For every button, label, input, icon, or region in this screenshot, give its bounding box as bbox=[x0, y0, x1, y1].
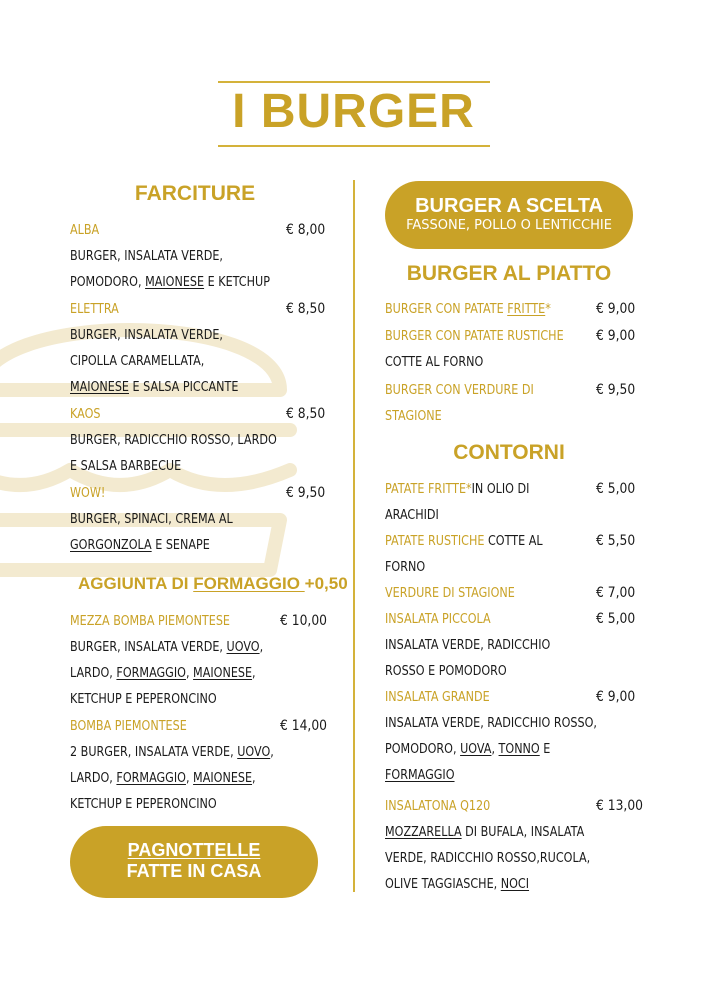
farciture-heading: FARCITURE bbox=[134, 182, 256, 205]
burger-a-scelta-sub: FASSONE, POLLO O LENTICCHIE bbox=[406, 218, 612, 233]
pagnottelle-line2: FATTE IN CASA bbox=[126, 861, 262, 881]
menu-item-price: € 7,00 bbox=[596, 585, 636, 601]
menu-item bbox=[70, 609, 263, 713]
menu-line bbox=[70, 661, 263, 687]
menu-line bbox=[385, 607, 550, 633]
menu-text: POMODORO, bbox=[70, 275, 146, 290]
menu-line bbox=[385, 378, 534, 404]
underlined-text: NOCI bbox=[500, 877, 530, 892]
menu-item-price: € 5,00 bbox=[596, 481, 636, 497]
menu-text: E bbox=[539, 742, 551, 757]
menu-line bbox=[385, 685, 597, 711]
menu-line bbox=[385, 555, 543, 581]
underlined-text: FORMAGGIO bbox=[116, 771, 186, 787]
menu-text: E SALSA PICCANTE bbox=[128, 379, 239, 395]
menu-line bbox=[70, 270, 270, 296]
menu-text: CIPOLLA CARAMELLATA, bbox=[70, 353, 205, 369]
menu-text: LARDO, bbox=[70, 666, 117, 681]
menu-text: DI BUFALA, INSALATA bbox=[461, 825, 585, 840]
menu-item-name: WOW! bbox=[70, 486, 106, 501]
menu-line bbox=[385, 404, 534, 430]
menu-text: INSALATA VERDE, RADICCHIO bbox=[385, 638, 551, 653]
menu-line bbox=[70, 740, 274, 766]
burger-a-scelta-title: BURGER A SCELTA bbox=[415, 195, 603, 217]
menu-line bbox=[70, 349, 238, 375]
underlined-text: UOVA bbox=[460, 742, 492, 757]
menu-line bbox=[385, 737, 597, 763]
menu-line bbox=[385, 297, 551, 323]
menu-text: BURGER CON PATATE bbox=[385, 302, 508, 317]
underlined-text: MOZZARELLA bbox=[385, 825, 462, 840]
menu-item bbox=[70, 714, 274, 818]
menu-text: BURGER, INSALATA VERDE, bbox=[70, 249, 223, 264]
menu-item bbox=[385, 324, 564, 376]
menu-text: INSALATA PICCOLA bbox=[385, 612, 491, 627]
page-title: I BURGER bbox=[232, 85, 475, 138]
menu-text: LARDO, bbox=[70, 771, 117, 787]
underlined-text: GORGONZOLA bbox=[70, 538, 152, 553]
menu-line bbox=[70, 375, 238, 401]
menu-text: BURGER CON PATATE RUSTICHE bbox=[385, 329, 564, 344]
menu-line bbox=[70, 635, 263, 661]
aggiunta-formaggio bbox=[78, 574, 348, 594]
menu-line bbox=[70, 244, 270, 270]
menu-text: E SALSA BARBECUE bbox=[70, 459, 182, 475]
menu-item bbox=[70, 481, 233, 559]
menu-item-price: € 8,50 bbox=[286, 406, 326, 423]
menu-line bbox=[385, 503, 529, 529]
menu-item-price: € 13,00 bbox=[596, 798, 644, 814]
underlined-text: MAIONESE bbox=[145, 275, 205, 290]
menu-line bbox=[385, 820, 590, 846]
menu-text: E KETCHUP bbox=[204, 275, 270, 290]
menu-line bbox=[385, 581, 515, 607]
menu-text: VERDURE DI STAGIONE bbox=[385, 586, 515, 601]
menu-text: COTTE AL bbox=[484, 534, 543, 549]
aggiunta-suffix: +0,50 bbox=[304, 574, 348, 593]
menu-item bbox=[385, 529, 543, 581]
menu-line bbox=[385, 324, 564, 350]
menu-text: INSALATA GRANDE bbox=[385, 690, 490, 705]
menu-item bbox=[385, 477, 529, 529]
menu-text: , bbox=[259, 640, 264, 655]
menu-line bbox=[70, 533, 233, 559]
menu-item bbox=[385, 794, 590, 898]
burger-a-scelta-badge bbox=[385, 181, 633, 249]
menu-text: IN OLIO DI bbox=[471, 482, 530, 497]
menu-item-price: € 10,00 bbox=[280, 613, 328, 629]
menu-line bbox=[385, 763, 597, 789]
menu-item bbox=[385, 378, 534, 430]
menu-text: PATATE RUSTICHE bbox=[385, 534, 485, 549]
menu-text: , bbox=[252, 666, 256, 681]
menu-line bbox=[70, 687, 263, 713]
menu-line bbox=[385, 794, 590, 820]
contorni-heading: CONTORNI bbox=[453, 441, 565, 464]
underlined-text: FORMAGGIO bbox=[116, 666, 186, 681]
title-bottom-rule bbox=[218, 145, 490, 147]
menu-line bbox=[70, 454, 277, 480]
menu-item-price: € 8,50 bbox=[286, 300, 326, 317]
menu-text: 2 BURGER, INSALATA VERDE, bbox=[70, 745, 238, 761]
menu-text: VERDE, RADICCHIO ROSSO,RUCOLA, bbox=[385, 851, 591, 866]
menu-text: BURGER, INSALATA VERDE, bbox=[70, 640, 227, 655]
menu-text: E SENAPE bbox=[151, 538, 210, 553]
menu-text: , bbox=[491, 742, 499, 757]
aggiunta-prefix: AGGIUNTA DI bbox=[78, 574, 194, 593]
menu-text: KETCHUP E PEPERONCINO bbox=[70, 692, 217, 707]
menu-text: * bbox=[545, 302, 551, 317]
menu-text: BURGER, RADICCHIO ROSSO, LARDO bbox=[70, 433, 277, 449]
menu-text: BURGER, INSALATA VERDE, bbox=[70, 327, 223, 343]
underlined-text: MAIONESE bbox=[70, 379, 129, 395]
menu-item-name: BOMBA PIEMONTESE bbox=[70, 719, 187, 735]
menu-item-name: MEZZA BOMBA PIEMONTESE bbox=[70, 614, 230, 629]
menu-text: FORNO bbox=[385, 560, 426, 575]
menu-line bbox=[70, 507, 233, 533]
menu-line bbox=[385, 846, 590, 872]
underlined-text: FRITTE bbox=[507, 302, 546, 317]
menu-text: ROSSO E POMODORO bbox=[385, 664, 507, 679]
menu-item bbox=[385, 297, 551, 323]
menu-text: STAGIONE bbox=[385, 409, 442, 424]
menu-line bbox=[385, 477, 529, 503]
aggiunta-underlined: FORMAGGIO bbox=[193, 574, 305, 593]
underlined-text: MAIONESE bbox=[193, 771, 253, 787]
menu-text: , bbox=[185, 771, 194, 787]
menu-text: , bbox=[252, 771, 256, 787]
menu-line bbox=[70, 792, 274, 818]
menu-line bbox=[385, 872, 590, 898]
title-top-rule bbox=[218, 81, 490, 83]
underlined-text: MAIONESE bbox=[193, 666, 253, 681]
menu-item-name: KAOS bbox=[70, 407, 101, 423]
menu-text: INSALATONA Q120 bbox=[385, 799, 491, 814]
menu-item-name: ELETTRA bbox=[70, 301, 119, 317]
menu-line bbox=[70, 428, 277, 454]
menu-item-price: € 5,00 bbox=[596, 611, 636, 627]
menu-text: , bbox=[270, 745, 274, 761]
menu-line bbox=[385, 350, 564, 376]
menu-text: KETCHUP E PEPERONCINO bbox=[70, 797, 217, 813]
menu-item-price: € 9,00 bbox=[596, 328, 636, 344]
underlined-text: FORMAGGIO bbox=[385, 768, 455, 783]
underlined-text: TONNO bbox=[498, 742, 540, 757]
menu-item bbox=[70, 218, 270, 296]
pagnottelle-line1: PAGNOTTELLE bbox=[127, 840, 261, 860]
menu-text: PATATE FRITTE* bbox=[385, 482, 472, 497]
menu-line bbox=[385, 529, 543, 555]
column-divider bbox=[353, 180, 355, 892]
menu-item bbox=[70, 297, 238, 401]
menu-item bbox=[385, 581, 515, 607]
pagnottelle-badge bbox=[70, 826, 318, 898]
menu-text: INSALATA VERDE, RADICCHIO ROSSO, bbox=[385, 716, 597, 731]
menu-text: , bbox=[185, 666, 194, 681]
menu-text: COTTE AL FORNO bbox=[385, 355, 484, 370]
menu-line bbox=[70, 766, 274, 792]
menu-item-price: € 5,50 bbox=[596, 533, 636, 549]
menu-text: POMODORO, bbox=[385, 742, 461, 757]
underlined-text: UOVO bbox=[237, 745, 271, 761]
menu-line bbox=[385, 633, 550, 659]
menu-text: BURGER, SPINACI, CREMA AL bbox=[70, 512, 233, 527]
menu-item-price: € 9,00 bbox=[596, 301, 636, 317]
menu-item bbox=[385, 685, 597, 789]
menu-text: ARACHIDI bbox=[385, 508, 439, 523]
menu-item bbox=[70, 402, 277, 480]
underlined-text: UOVO bbox=[226, 640, 260, 655]
menu-item-price: € 9,50 bbox=[596, 382, 636, 398]
menu-item-price: € 8,00 bbox=[286, 222, 326, 238]
menu-item bbox=[385, 607, 550, 685]
menu-line bbox=[385, 711, 597, 737]
menu-text: BURGER CON VERDURE DI bbox=[385, 383, 534, 398]
menu-item-price: € 9,00 bbox=[596, 689, 636, 705]
menu-line bbox=[70, 323, 238, 349]
menu-text: OLIVE TAGGIASCHE, bbox=[385, 877, 501, 892]
menu-item-name: ALBA bbox=[70, 223, 100, 238]
menu-line bbox=[385, 659, 550, 685]
al-piatto-heading: BURGER AL PIATTO bbox=[406, 262, 612, 285]
menu-item-price: € 9,50 bbox=[286, 485, 326, 501]
menu-item-price: € 14,00 bbox=[280, 718, 328, 735]
